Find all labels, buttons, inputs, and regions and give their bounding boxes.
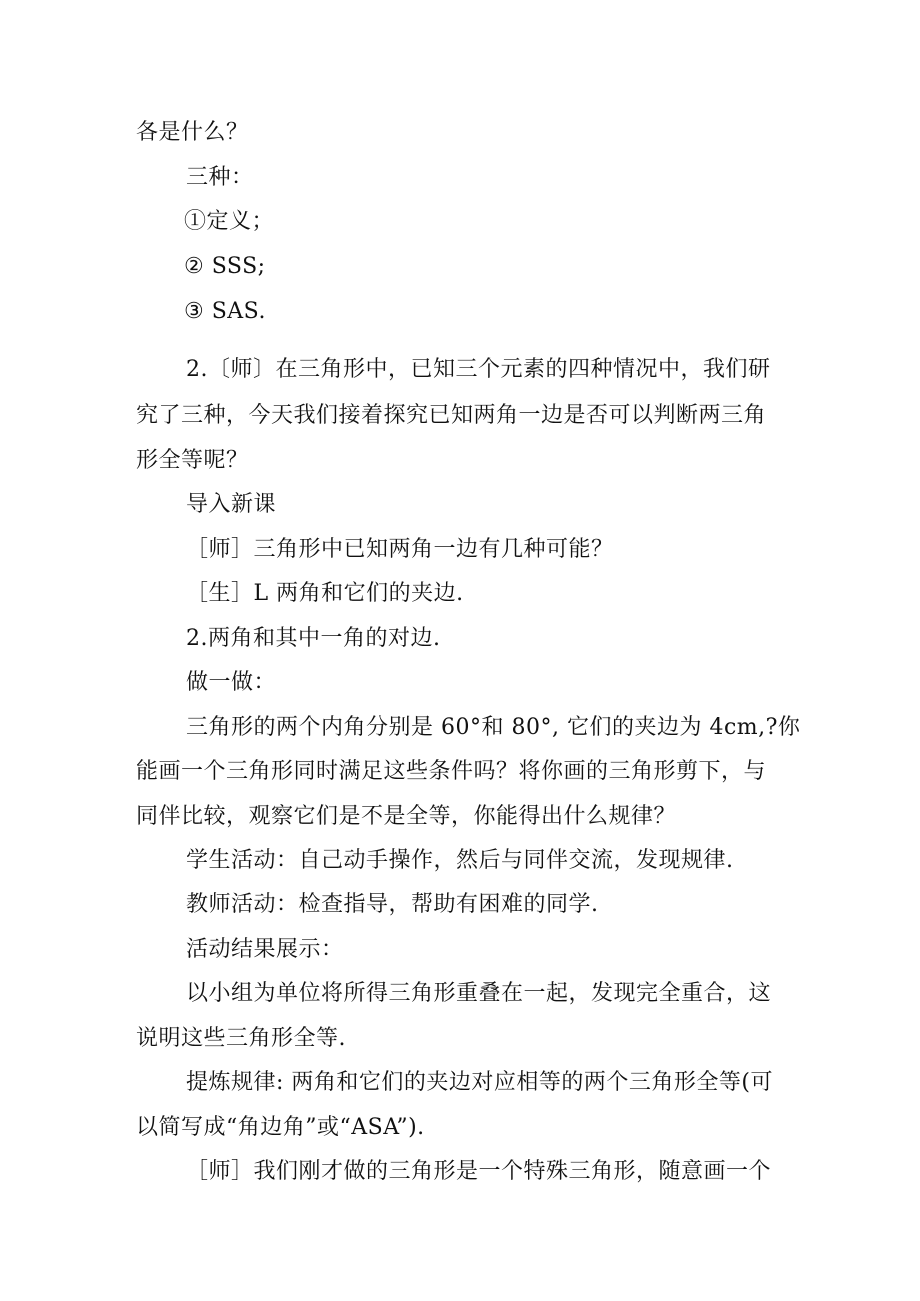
- text-line: 三种：: [186, 165, 254, 190]
- text-line: 以简写成“角边角”或“ASA”).: [136, 1115, 425, 1140]
- text-line: 提炼规律: 两角和它们的夹边对应相等的两个三角形全等(可: [186, 1070, 773, 1095]
- text-line: 教师活动：检查指导，帮助有困难的同学.: [186, 892, 599, 917]
- text-line: 以小组为单位将所得三角形重叠在一起，发现完全重合，这: [186, 981, 772, 1006]
- text-line: 各是什么？: [136, 120, 249, 145]
- text-line: 三角形的两个内角分别是 60°和 80°, 它们的夹边为 4cm,?你: [186, 715, 801, 740]
- text-line: ③ SAS.: [184, 299, 266, 324]
- text-line: 说明这些三角形全等.: [136, 1026, 346, 1051]
- text-line: 能画一个三角形同时满足这些条件吗？将你画的三角形剪下，与: [136, 759, 767, 784]
- text-line: 学生活动：自己动手操作，然后与同伴交流，发现规律.: [186, 848, 734, 873]
- text-line: ［生］L 两角和它们的夹边.: [186, 581, 464, 606]
- text-line: ② SSS;: [184, 254, 266, 279]
- text-line: 导入新课: [186, 492, 277, 517]
- text-line: ［师］三角形中已知两角一边有几种可能？: [186, 537, 614, 562]
- text-line: 同伴比较，观察它们是不是全等，你能得出什么规律？: [136, 804, 677, 829]
- text-line: ①定义；: [184, 209, 275, 234]
- text-line: 2.两角和其中一角的对边.: [186, 626, 441, 651]
- text-line: ［师］我们刚才做的三角形是一个特殊三角形，随意画一个: [186, 1159, 772, 1184]
- text-line: 2.〔师〕在三角形中，已知三个元素的四种情况中，我们研: [186, 357, 771, 382]
- text-line: 究了三种，今天我们接着探究已知两角一边是否可以判断两三角: [136, 403, 767, 428]
- text-line: 活动结果展示：: [186, 937, 344, 962]
- text-line: 做一做：: [186, 670, 277, 695]
- text-line: 形全等呢？: [136, 448, 249, 473]
